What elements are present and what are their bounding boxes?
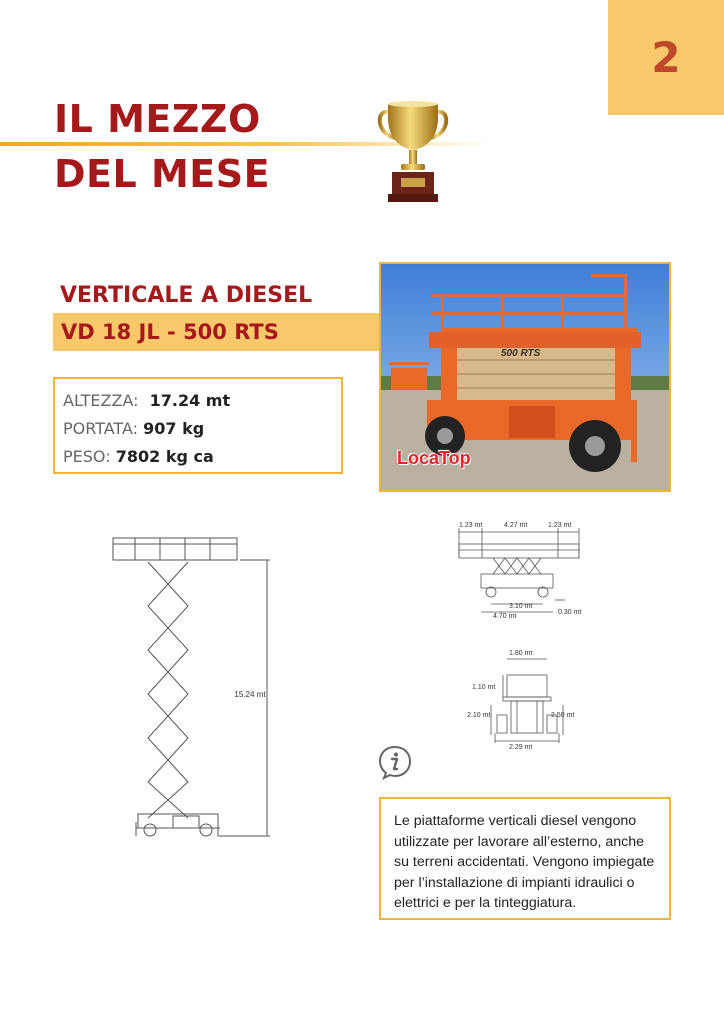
spec-value: 17.24 mt — [149, 391, 231, 410]
height-dimension: 15.24 mt — [234, 690, 266, 699]
info-description: Le piattaforme verticali diesel vengono utilizzate per lavorare all’esterno, anche su terreni accidentati. Vengono impiegate per l’installazione di impianti idraulici o elettrici e per la tinteggiatura. — [379, 797, 671, 920]
spec-value: 7802 kg ca — [115, 447, 214, 466]
length-dimensions-drawing — [455, 518, 590, 628]
page-title-line1: IL MEZZO — [54, 97, 261, 141]
machine-category: VERTICALE A DIESEL — [60, 283, 313, 308]
spec-value: 907 kg — [143, 419, 205, 438]
page-number-box — [608, 0, 724, 115]
specs-box — [53, 377, 343, 474]
spec-label: ALTEZZA: — [63, 391, 139, 410]
model-band — [53, 313, 380, 351]
machine-photo — [379, 262, 671, 492]
spec-label: PORTATA: — [63, 419, 139, 438]
spec-label: PESO: — [63, 447, 111, 466]
stowed-height-right-dim: 2.50 mt — [551, 712, 575, 719]
platform-length-dim: 4.27 mt — [504, 522, 528, 529]
page-number: 2 — [651, 33, 681, 82]
machine-model-text: 500 RTS — [501, 348, 541, 359]
info-icon — [377, 744, 413, 780]
side-elevation-drawing — [100, 530, 300, 850]
spec-weight — [63, 443, 341, 471]
front-view-drawing — [465, 645, 590, 755]
base-width-dim: 2.29 mt — [509, 744, 533, 751]
wheelbase-dim: 3.10 mt — [509, 603, 533, 610]
right-extension-dim: 1.23 mt — [548, 522, 572, 529]
platform-width-dim: 1.80 mt — [509, 650, 533, 657]
left-extension-dim: 1.23 mt — [459, 522, 483, 529]
model-name: VD 18 JL - 500 RTS — [61, 320, 279, 344]
overall-length-dim: 4.70 mt — [493, 613, 517, 620]
spec-height — [63, 387, 341, 415]
stowed-height-left-dim: 2.10 mt — [467, 712, 491, 719]
page-title-line2: DEL MESE — [54, 152, 271, 196]
locatop-logo: LocaTop — [397, 448, 471, 468]
ground-clearance-dim: 0.30 mt — [558, 609, 582, 616]
spec-capacity — [63, 415, 341, 443]
trophy-icon — [374, 98, 452, 206]
guard-height-dim: 1.10 mt — [472, 684, 496, 691]
